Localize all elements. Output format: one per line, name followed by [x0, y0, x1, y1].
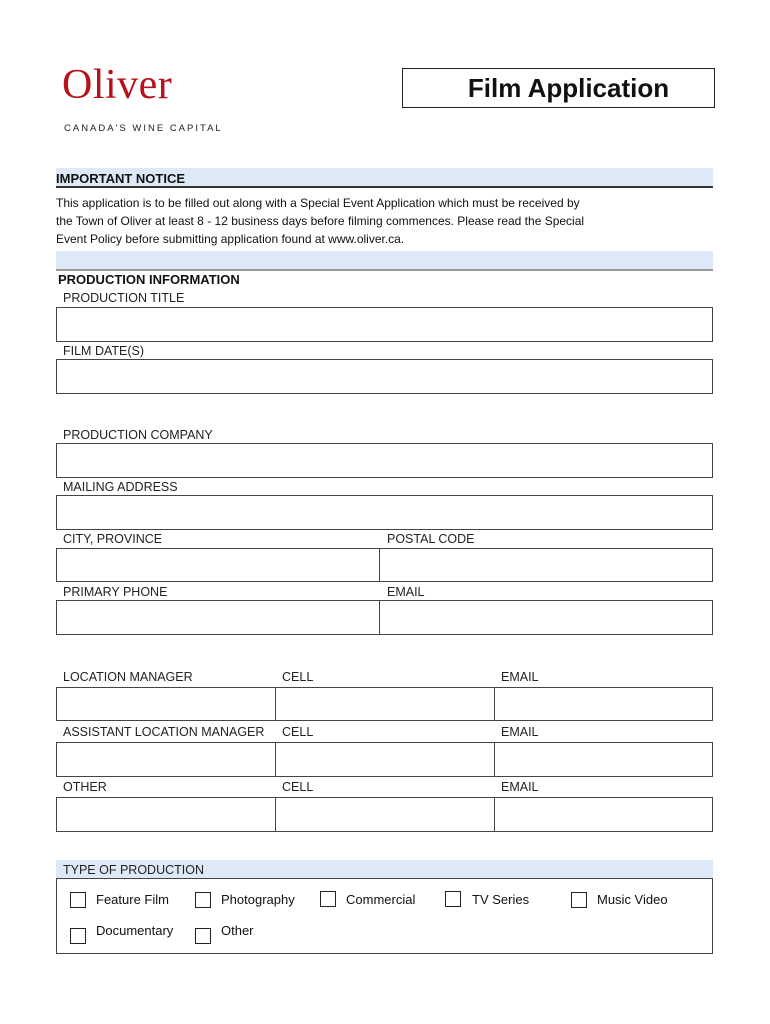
- production-heading: PRODUCTION INFORMATION: [58, 272, 240, 287]
- notice-text: [56, 194, 646, 248]
- tv-series-label: TV Series: [472, 892, 530, 907]
- feature-film-checkbox[interactable]: [70, 892, 86, 908]
- location-manager-field[interactable]: [56, 687, 277, 721]
- other-type-checkbox[interactable]: [195, 928, 211, 944]
- primary-phone-label: PRIMARY PHONE: [63, 585, 168, 599]
- music-video-checkbox[interactable]: [571, 892, 587, 908]
- type-options-box: [56, 878, 713, 954]
- notice-divider: [56, 186, 713, 188]
- assistant-manager-field[interactable]: [56, 742, 277, 777]
- notice-line-2: the Town of Oliver at least 8 - 12 business days before filming commences. Please read the Special: [56, 214, 585, 228]
- assistant-manager-cell-label: CELL: [282, 725, 314, 739]
- other-type-label: Other: [221, 923, 254, 938]
- film-dates-field[interactable]: [56, 359, 713, 394]
- logo-wordmark: Oliver: [62, 62, 173, 108]
- email-field[interactable]: [379, 600, 713, 635]
- city-province-field[interactable]: [56, 548, 381, 582]
- production-company-label: PRODUCTION COMPANY: [63, 428, 213, 442]
- assistant-manager-cell-field[interactable]: [275, 742, 496, 777]
- location-manager-cell-label: CELL: [282, 670, 314, 684]
- documentary-checkbox[interactable]: [70, 928, 86, 944]
- postal-code-label: POSTAL CODE: [387, 532, 475, 546]
- commercial-checkbox[interactable]: [320, 891, 336, 907]
- location-manager-label: LOCATION MANAGER: [63, 670, 193, 684]
- photography-checkbox[interactable]: [195, 892, 211, 908]
- music-video-label: Music Video: [597, 892, 668, 907]
- feature-film-label: Feature Film: [96, 892, 169, 907]
- photography-label: Photography: [221, 892, 295, 907]
- logo-tagline: CANADA'S WINE CAPITAL: [64, 123, 223, 134]
- production-band: [56, 251, 713, 269]
- commercial-label: Commercial: [346, 892, 416, 907]
- postal-code-field[interactable]: [379, 548, 713, 582]
- assistant-manager-email-label: EMAIL: [501, 725, 539, 739]
- location-manager-cell-field[interactable]: [275, 687, 496, 721]
- production-title-label: PRODUCTION TITLE: [63, 291, 185, 305]
- other-contact-email-field[interactable]: [494, 797, 713, 832]
- mailing-address-field[interactable]: [56, 495, 713, 530]
- other-contact-cell-label: CELL: [282, 780, 314, 794]
- location-manager-email-label: EMAIL: [501, 670, 539, 684]
- other-contact-label: OTHER: [63, 780, 107, 794]
- type-heading: TYPE OF PRODUCTION: [63, 863, 204, 877]
- city-province-label: CITY, PROVINCE: [63, 532, 163, 546]
- other-contact-email-label: EMAIL: [501, 780, 539, 794]
- tv-series-checkbox[interactable]: [445, 891, 461, 907]
- notice-heading: IMPORTANT NOTICE: [56, 171, 186, 186]
- other-contact-field[interactable]: [56, 797, 277, 832]
- production-title-field[interactable]: [56, 307, 713, 342]
- page-title: Film Application: [402, 68, 715, 108]
- production-divider: [56, 269, 713, 271]
- production-company-field[interactable]: [56, 443, 713, 478]
- mailing-address-label: MAILING ADDRESS: [63, 480, 178, 494]
- documentary-label: Documentary: [96, 923, 174, 938]
- email-label: EMAIL: [387, 585, 425, 599]
- other-contact-cell-field[interactable]: [275, 797, 496, 832]
- notice-line-3: Event Policy before submitting application found at www.oliver.ca.: [56, 232, 405, 246]
- location-manager-email-field[interactable]: [494, 687, 713, 721]
- assistant-manager-email-field[interactable]: [494, 742, 713, 777]
- film-dates-label: FILM DATE(S): [63, 344, 145, 358]
- notice-line-1: This application is to be filled out along with a Special Event Application which must be received by: [56, 196, 580, 210]
- primary-phone-field[interactable]: [56, 600, 381, 635]
- assistant-manager-label: ASSISTANT LOCATION MANAGER: [63, 725, 265, 739]
